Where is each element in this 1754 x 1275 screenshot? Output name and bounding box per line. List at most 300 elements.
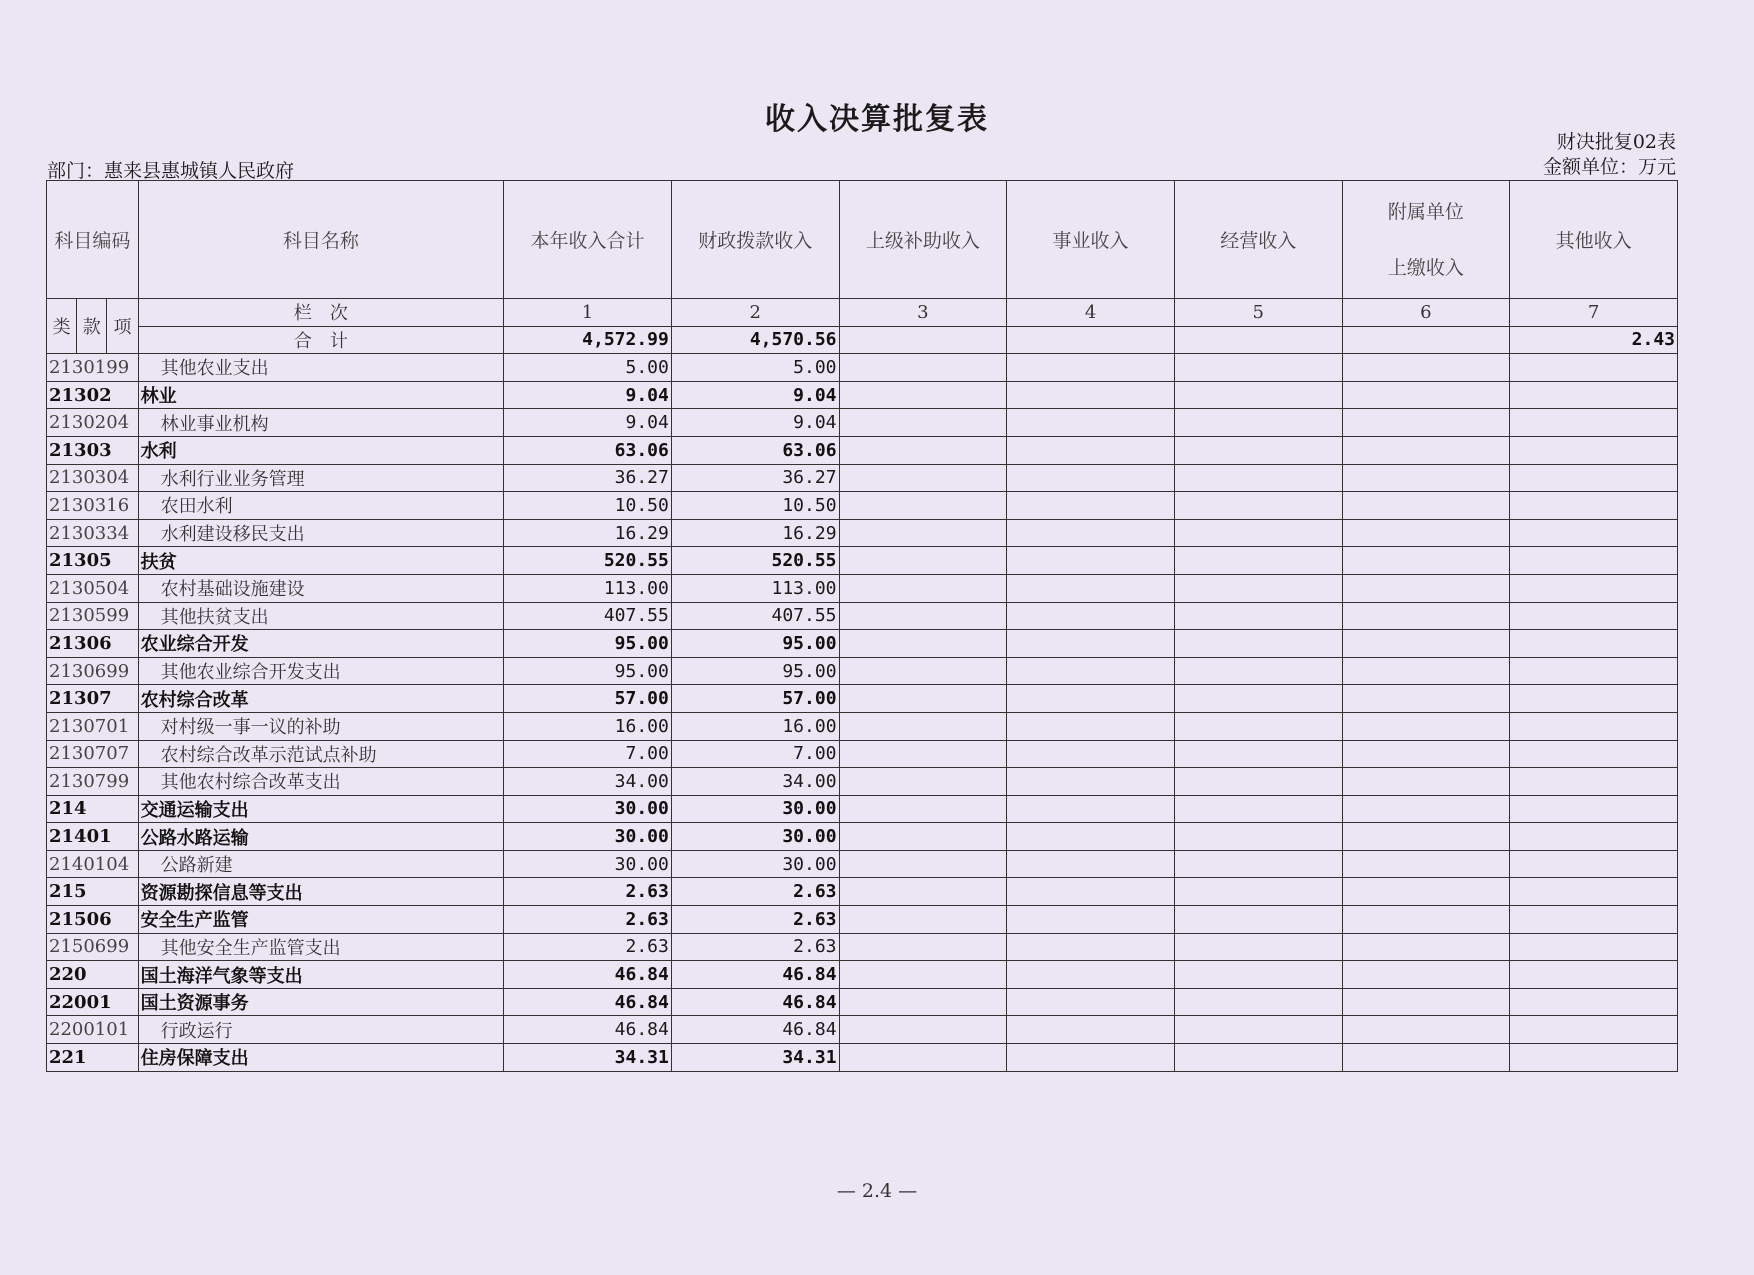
col-number: 4 xyxy=(1007,299,1175,327)
row-other xyxy=(1510,547,1678,575)
row-name: 其他扶贫支出 xyxy=(138,602,504,630)
row-name: 农田水利 xyxy=(138,492,504,520)
row-subsidy xyxy=(839,1044,1007,1072)
row-other xyxy=(1510,712,1678,740)
row-code: 2130504 xyxy=(47,574,139,602)
row-fiscal: 30.00 xyxy=(671,823,839,851)
row-operating xyxy=(1174,850,1342,878)
total-c2: 4,570.56 xyxy=(671,326,839,354)
row-operating xyxy=(1174,740,1342,768)
total-label: 合 计 xyxy=(138,326,504,354)
row-name: 国土资源事务 xyxy=(138,988,504,1016)
row-total: 57.00 xyxy=(504,685,672,713)
row-other xyxy=(1510,933,1678,961)
row-business xyxy=(1007,685,1175,713)
row-other xyxy=(1510,768,1678,796)
row-name: 公路新建 xyxy=(138,850,504,878)
row-code: 2130316 xyxy=(47,492,139,520)
row-fiscal: 34.31 xyxy=(671,1044,839,1072)
row-total: 46.84 xyxy=(504,961,672,989)
row-operating xyxy=(1174,685,1342,713)
row-business xyxy=(1007,988,1175,1016)
row-subsidy xyxy=(839,795,1007,823)
row-code: 2130599 xyxy=(47,602,139,630)
row-code: 220 xyxy=(47,961,139,989)
row-other xyxy=(1510,906,1678,934)
income-table xyxy=(46,180,1678,1072)
row-business xyxy=(1007,381,1175,409)
page-title: 收入决算批复表 xyxy=(765,102,989,137)
row-affiliated xyxy=(1342,547,1510,575)
row-fiscal: 113.00 xyxy=(671,574,839,602)
row-affiliated xyxy=(1342,354,1510,382)
row-name: 行政运行 xyxy=(138,1016,504,1044)
row-affiliated xyxy=(1342,823,1510,851)
table-row xyxy=(47,409,1678,437)
row-business xyxy=(1007,519,1175,547)
header-row xyxy=(47,181,1678,299)
table-row xyxy=(47,1044,1678,1072)
row-other xyxy=(1510,409,1678,437)
table-row xyxy=(47,1016,1678,1044)
row-business xyxy=(1007,850,1175,878)
row-subsidy xyxy=(839,574,1007,602)
row-subsidy xyxy=(839,988,1007,1016)
row-code: 2130199 xyxy=(47,354,139,382)
table-row xyxy=(47,961,1678,989)
row-name: 其他农业支出 xyxy=(138,354,504,382)
table-row xyxy=(47,574,1678,602)
table-row xyxy=(47,602,1678,630)
row-fiscal: 7.00 xyxy=(671,740,839,768)
row-fiscal: 63.06 xyxy=(671,436,839,464)
row-affiliated xyxy=(1342,492,1510,520)
table-row xyxy=(47,464,1678,492)
row-business xyxy=(1007,768,1175,796)
row-code: 2140104 xyxy=(47,850,139,878)
row-fiscal: 46.84 xyxy=(671,961,839,989)
header-affiliated-line2: 上缴收入 xyxy=(1387,256,1464,279)
page-number: — 2.4 — xyxy=(836,1180,918,1202)
row-operating xyxy=(1174,1016,1342,1044)
row-name: 林业 xyxy=(138,381,504,409)
row-affiliated xyxy=(1342,933,1510,961)
row-fiscal: 9.04 xyxy=(671,409,839,437)
row-business xyxy=(1007,933,1175,961)
table-row xyxy=(47,712,1678,740)
row-code: 21401 xyxy=(47,823,139,851)
header-kuan: 款 xyxy=(77,299,107,354)
row-fiscal: 5.00 xyxy=(671,354,839,382)
row-total: 5.00 xyxy=(504,354,672,382)
row-total: 9.04 xyxy=(504,381,672,409)
row-total: 7.00 xyxy=(504,740,672,768)
row-affiliated xyxy=(1342,712,1510,740)
table-row xyxy=(47,933,1678,961)
header-affiliated-line1: 附属单位 xyxy=(1387,200,1464,223)
row-subsidy xyxy=(839,906,1007,934)
table-row xyxy=(47,740,1678,768)
row-name: 水利建设移民支出 xyxy=(138,519,504,547)
row-fiscal: 520.55 xyxy=(671,547,839,575)
col-number: 2 xyxy=(671,299,839,327)
row-total: 34.00 xyxy=(504,768,672,796)
row-total: 407.55 xyxy=(504,602,672,630)
row-name: 其他安全生产监管支出 xyxy=(138,933,504,961)
row-other xyxy=(1510,740,1678,768)
row-other xyxy=(1510,492,1678,520)
row-business xyxy=(1007,961,1175,989)
row-total: 95.00 xyxy=(504,630,672,658)
col-number: 3 xyxy=(839,299,1007,327)
table-row xyxy=(47,519,1678,547)
row-other xyxy=(1510,850,1678,878)
row-total: 9.04 xyxy=(504,409,672,437)
row-affiliated xyxy=(1342,574,1510,602)
col-number: 5 xyxy=(1174,299,1342,327)
row-other xyxy=(1510,961,1678,989)
table-row xyxy=(47,906,1678,934)
unit-label: 金额单位：万元 xyxy=(1542,156,1676,178)
row-total: 95.00 xyxy=(504,657,672,685)
row-code: 214 xyxy=(47,795,139,823)
row-name: 水利行业业务管理 xyxy=(138,464,504,492)
row-fiscal: 30.00 xyxy=(671,850,839,878)
row-operating xyxy=(1174,768,1342,796)
header-subsidy: 上级补助收入 xyxy=(839,181,1007,299)
row-business xyxy=(1007,1044,1175,1072)
row-affiliated xyxy=(1342,906,1510,934)
table-row xyxy=(47,436,1678,464)
row-name: 水利 xyxy=(138,436,504,464)
row-affiliated xyxy=(1342,961,1510,989)
table-row xyxy=(47,795,1678,823)
row-business xyxy=(1007,464,1175,492)
row-other xyxy=(1510,685,1678,713)
row-subsidy xyxy=(839,878,1007,906)
row-affiliated xyxy=(1342,685,1510,713)
row-total: 2.63 xyxy=(504,878,672,906)
row-total: 36.27 xyxy=(504,464,672,492)
row-code: 21302 xyxy=(47,381,139,409)
header-total: 本年收入合计 xyxy=(504,181,672,299)
row-total: 2.63 xyxy=(504,933,672,961)
row-subsidy xyxy=(839,850,1007,878)
row-name: 其他农业综合开发支出 xyxy=(138,657,504,685)
row-fiscal: 95.00 xyxy=(671,657,839,685)
table-row xyxy=(47,630,1678,658)
row-total: 34.31 xyxy=(504,1044,672,1072)
row-subsidy xyxy=(839,547,1007,575)
row-code: 21307 xyxy=(47,685,139,713)
row-code: 2130701 xyxy=(47,712,139,740)
row-subsidy xyxy=(839,492,1007,520)
row-code: 2130204 xyxy=(47,409,139,437)
table-row xyxy=(47,988,1678,1016)
row-other xyxy=(1510,823,1678,851)
row-affiliated xyxy=(1342,850,1510,878)
table-row xyxy=(47,850,1678,878)
department-label: 部门：惠来县惠城镇人民政府 xyxy=(47,160,295,182)
row-business xyxy=(1007,878,1175,906)
row-name: 农村综合改革示范试点补助 xyxy=(138,740,504,768)
row-business xyxy=(1007,1016,1175,1044)
row-affiliated xyxy=(1342,409,1510,437)
row-code: 215 xyxy=(47,878,139,906)
row-business xyxy=(1007,823,1175,851)
row-subsidy xyxy=(839,712,1007,740)
header-other: 其他收入 xyxy=(1510,181,1678,299)
row-operating xyxy=(1174,409,1342,437)
row-operating xyxy=(1174,657,1342,685)
row-subsidy xyxy=(839,602,1007,630)
row-fiscal: 407.55 xyxy=(671,602,839,630)
row-operating xyxy=(1174,354,1342,382)
row-fiscal: 2.63 xyxy=(671,933,839,961)
header-business: 事业收入 xyxy=(1007,181,1175,299)
row-code: 21506 xyxy=(47,906,139,934)
header-operating: 经营收入 xyxy=(1174,181,1342,299)
total-c5 xyxy=(1174,326,1342,354)
row-subsidy xyxy=(839,464,1007,492)
lanci-label: 栏 次 xyxy=(138,299,504,327)
row-name: 农村基础设施建设 xyxy=(138,574,504,602)
row-total: 10.50 xyxy=(504,492,672,520)
row-business xyxy=(1007,795,1175,823)
row-affiliated xyxy=(1342,795,1510,823)
row-fiscal: 46.84 xyxy=(671,1016,839,1044)
row-name: 国土海洋气象等支出 xyxy=(138,961,504,989)
row-code: 2130707 xyxy=(47,740,139,768)
row-business xyxy=(1007,409,1175,437)
row-code: 2130304 xyxy=(47,464,139,492)
row-other xyxy=(1510,657,1678,685)
column-number-row xyxy=(47,299,1678,327)
row-subsidy xyxy=(839,630,1007,658)
row-operating xyxy=(1174,574,1342,602)
header-xiang: 项 xyxy=(107,299,138,354)
row-fiscal: 30.00 xyxy=(671,795,839,823)
row-name: 住房保障支出 xyxy=(138,1044,504,1072)
table-row xyxy=(47,657,1678,685)
row-affiliated xyxy=(1342,657,1510,685)
row-affiliated xyxy=(1342,464,1510,492)
row-affiliated xyxy=(1342,381,1510,409)
row-operating xyxy=(1174,795,1342,823)
row-business xyxy=(1007,630,1175,658)
row-name: 扶贫 xyxy=(138,547,504,575)
header-affiliated xyxy=(1342,181,1510,299)
row-subsidy xyxy=(839,409,1007,437)
row-subsidy xyxy=(839,740,1007,768)
row-operating xyxy=(1174,933,1342,961)
row-total: 30.00 xyxy=(504,823,672,851)
row-code: 21303 xyxy=(47,436,139,464)
row-total: 16.29 xyxy=(504,519,672,547)
row-affiliated xyxy=(1342,1016,1510,1044)
row-affiliated xyxy=(1342,988,1510,1016)
table-row xyxy=(47,823,1678,851)
row-operating xyxy=(1174,602,1342,630)
row-operating xyxy=(1174,464,1342,492)
total-c4 xyxy=(1007,326,1175,354)
row-subsidy xyxy=(839,1016,1007,1044)
row-affiliated xyxy=(1342,436,1510,464)
row-fiscal: 2.63 xyxy=(671,878,839,906)
table-row xyxy=(47,492,1678,520)
row-fiscal: 34.00 xyxy=(671,768,839,796)
row-total: 520.55 xyxy=(504,547,672,575)
row-name: 其他农村综合改革支出 xyxy=(138,768,504,796)
row-name: 对村级一事一议的补助 xyxy=(138,712,504,740)
row-affiliated xyxy=(1342,602,1510,630)
row-affiliated xyxy=(1342,740,1510,768)
row-name: 交通运输支出 xyxy=(138,795,504,823)
row-code: 2130334 xyxy=(47,519,139,547)
table-row xyxy=(47,878,1678,906)
row-operating xyxy=(1174,823,1342,851)
row-total: 63.06 xyxy=(504,436,672,464)
row-subsidy xyxy=(839,519,1007,547)
row-operating xyxy=(1174,906,1342,934)
row-subsidy xyxy=(839,685,1007,713)
row-operating xyxy=(1174,630,1342,658)
row-code: 22001 xyxy=(47,988,139,1016)
row-other xyxy=(1510,630,1678,658)
row-operating xyxy=(1174,988,1342,1016)
header-code: 科目编码 xyxy=(47,181,139,299)
row-operating xyxy=(1174,1044,1342,1072)
row-fiscal: 2.63 xyxy=(671,906,839,934)
row-fiscal: 46.84 xyxy=(671,988,839,1016)
row-code: 21305 xyxy=(47,547,139,575)
row-business xyxy=(1007,906,1175,934)
row-other xyxy=(1510,988,1678,1016)
form-meta xyxy=(1543,130,1676,180)
row-fiscal: 16.29 xyxy=(671,519,839,547)
row-total: 46.84 xyxy=(504,988,672,1016)
row-code: 2130799 xyxy=(47,768,139,796)
row-business xyxy=(1007,492,1175,520)
row-name: 公路水路运输 xyxy=(138,823,504,851)
row-code: 2130699 xyxy=(47,657,139,685)
row-business xyxy=(1007,436,1175,464)
total-c7: 2.43 xyxy=(1510,326,1678,354)
row-business xyxy=(1007,712,1175,740)
col-number: 7 xyxy=(1510,299,1678,327)
row-subsidy xyxy=(839,768,1007,796)
table-row xyxy=(47,768,1678,796)
row-business xyxy=(1007,602,1175,630)
total-row xyxy=(47,326,1678,354)
row-other xyxy=(1510,795,1678,823)
row-business xyxy=(1007,547,1175,575)
row-other xyxy=(1510,574,1678,602)
table-row xyxy=(47,354,1678,382)
row-fiscal: 36.27 xyxy=(671,464,839,492)
total-c6 xyxy=(1342,326,1510,354)
row-fiscal: 10.50 xyxy=(671,492,839,520)
row-operating xyxy=(1174,381,1342,409)
row-code: 2150699 xyxy=(47,933,139,961)
row-other xyxy=(1510,602,1678,630)
row-other xyxy=(1510,1016,1678,1044)
row-other xyxy=(1510,381,1678,409)
row-operating xyxy=(1174,519,1342,547)
row-other xyxy=(1510,464,1678,492)
total-c3 xyxy=(839,326,1007,354)
total-c1: 4,572.99 xyxy=(504,326,672,354)
row-total: 30.00 xyxy=(504,850,672,878)
row-code: 2200101 xyxy=(47,1016,139,1044)
row-operating xyxy=(1174,492,1342,520)
row-other xyxy=(1510,436,1678,464)
row-name: 农业综合开发 xyxy=(138,630,504,658)
table-row xyxy=(47,547,1678,575)
row-business xyxy=(1007,740,1175,768)
row-code: 21306 xyxy=(47,630,139,658)
row-subsidy xyxy=(839,823,1007,851)
row-operating xyxy=(1174,878,1342,906)
row-subsidy xyxy=(839,436,1007,464)
col-number: 1 xyxy=(504,299,672,327)
row-business xyxy=(1007,354,1175,382)
row-business xyxy=(1007,574,1175,602)
row-total: 46.84 xyxy=(504,1016,672,1044)
row-subsidy xyxy=(839,657,1007,685)
row-name: 资源勘探信息等支出 xyxy=(138,878,504,906)
row-subsidy xyxy=(839,381,1007,409)
row-subsidy xyxy=(839,961,1007,989)
row-other xyxy=(1510,1044,1678,1072)
row-fiscal: 95.00 xyxy=(671,630,839,658)
row-other xyxy=(1510,354,1678,382)
row-subsidy xyxy=(839,933,1007,961)
col-number: 6 xyxy=(1342,299,1510,327)
row-operating xyxy=(1174,547,1342,575)
header-lei: 类 xyxy=(47,299,77,354)
row-other xyxy=(1510,878,1678,906)
row-name: 农村综合改革 xyxy=(138,685,504,713)
row-operating xyxy=(1174,961,1342,989)
row-fiscal: 9.04 xyxy=(671,381,839,409)
row-business xyxy=(1007,657,1175,685)
row-affiliated xyxy=(1342,519,1510,547)
row-fiscal: 16.00 xyxy=(671,712,839,740)
table-row xyxy=(47,685,1678,713)
row-operating xyxy=(1174,712,1342,740)
row-affiliated xyxy=(1342,878,1510,906)
row-other xyxy=(1510,519,1678,547)
row-name: 安全生产监管 xyxy=(138,906,504,934)
row-total: 113.00 xyxy=(504,574,672,602)
row-fiscal: 57.00 xyxy=(671,685,839,713)
row-total: 2.63 xyxy=(504,906,672,934)
form-code: 财决批复02表 xyxy=(1556,131,1676,153)
table-row xyxy=(47,381,1678,409)
row-subsidy xyxy=(839,354,1007,382)
header-name: 科目名称 xyxy=(138,181,504,299)
row-affiliated xyxy=(1342,1044,1510,1072)
row-affiliated xyxy=(1342,768,1510,796)
row-operating xyxy=(1174,436,1342,464)
row-total: 16.00 xyxy=(504,712,672,740)
row-name: 林业事业机构 xyxy=(138,409,504,437)
row-total: 30.00 xyxy=(504,795,672,823)
row-code: 221 xyxy=(47,1044,139,1072)
header-fiscal: 财政拨款收入 xyxy=(671,181,839,299)
row-affiliated xyxy=(1342,630,1510,658)
